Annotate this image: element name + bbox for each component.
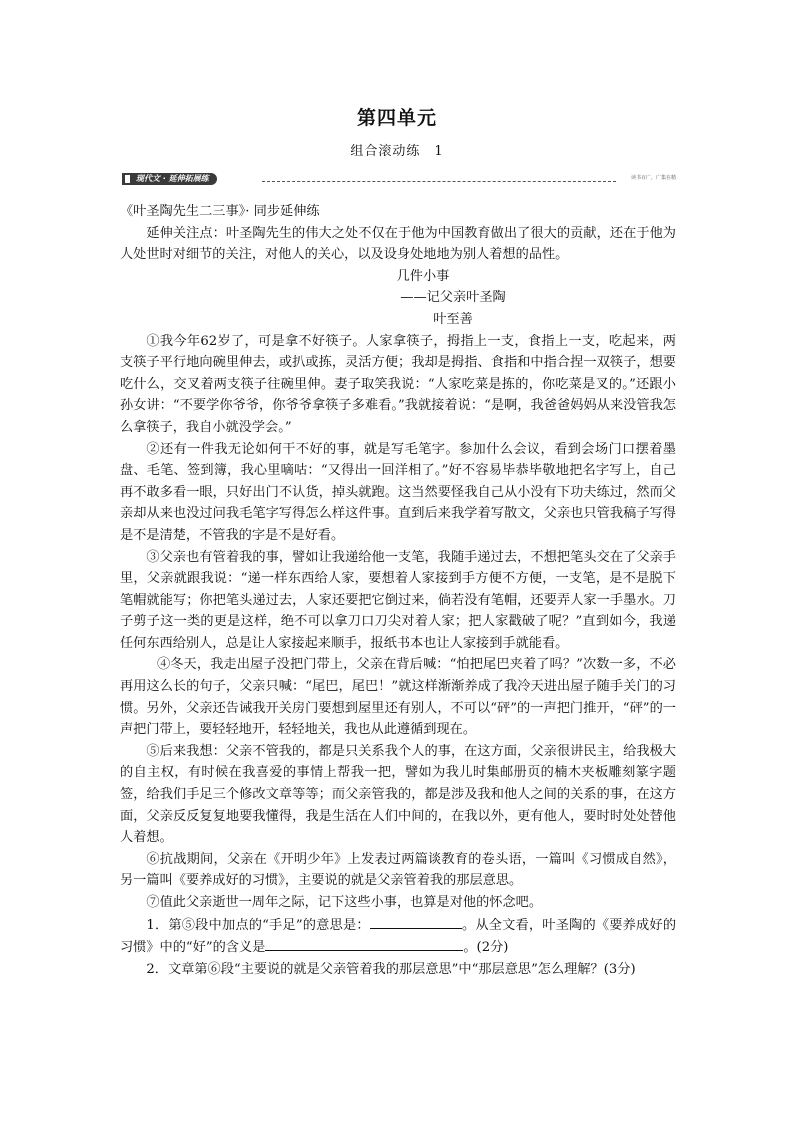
answer-blank-1[interactable]	[370, 914, 462, 929]
question-2: 2．文章第⑥段“主要说的就是父亲管着我的那层意思”中“那层意思”怎么理解？(3分)	[146, 961, 636, 977]
paragraph-6: ⑥抗战期间，父亲在《开明少年》上发表过两篇谈教育的卷头语，一篇叫《习惯成自然》，另一篇叫《要养成好的习惯》，主要说的就是父亲管着我的那层意思。	[120, 851, 676, 889]
exercise-subtitle: 组合滚动练 1	[350, 144, 444, 159]
paragraph-3: ③父亲也有管着我的事，譬如让我递给他一支笔，我随手递过去，不想把笔头交在了父亲手里，父亲就跟我说：“递一样东西给人家，要想着人家接到手方便不方便，一支笔，是不是脱下笔帽就能写；你把笔头递过去，人家还要把它倒过来，倘若没有笔帽，还要弄人家一手墨水。刀子剪子这一类的更是这样，绝不可以拿刀口刀尖对着人家；把人家戳破了呢？”直到如今，我递任何东西给别人，总是让人家接起来顺手，报纸书本也让人家接到手就能看。	[120, 549, 676, 651]
article-body	[120, 201, 676, 980]
article-author: 叶至善	[433, 311, 473, 327]
paragraph-2: ②还有一件我无论如何干不好的事，就是写毛笔字。参加什么会议，看到会场门口摆着墨盘、毛笔、签到簿，我心里嘀咕：“又得出一回洋相了。”好不容易毕恭毕敬地把名字写上，自己再不敢多看一眼，只好出门不认货，掉头就跑。这当然要怪我自己从小没有下功夫练过，然而父亲却从来也没过问我毛笔字写得怎么样这件事。直到后来我学着写散文，父亲也只管我稿子写得是不是清楚，不管我的字是不是好看。	[120, 441, 676, 543]
section-banner	[122, 172, 676, 186]
intro-heading: 《叶圣陶先生二三事》· 同步延伸练	[120, 204, 320, 219]
section-banner-label: 现代文 · 延伸拓展练	[122, 173, 217, 185]
section-banner-right-text: 读书百广，广集在精	[630, 175, 676, 181]
question-1-part-c: 。(2分)	[463, 940, 509, 956]
question-1-part-a: 1．第⑤段中加点的“手足”的意思是：	[146, 917, 370, 933]
question-1	[120, 914, 676, 959]
answer-blank-2[interactable]	[265, 936, 463, 951]
article-title: 几件小事	[396, 268, 450, 284]
section-divider	[262, 181, 616, 182]
paragraph-4: ④冬天，我走出屋子没把门带上，父亲在背后喊：“怕把尾巴夹着了吗？”次数一多，不必再用这么长的句子，父亲只喊：“尾巴，尾巴！”就这样渐渐养成了我冷天进出屋子随手关门的习惯。另外，父亲还告诫我开关房门要想到屋里还有别人，不可以“砰”的一声把门推开，“砰”的一声把门带上，要轻轻地开，轻轻地关，我也从此遵循到现在。	[120, 657, 676, 738]
paragraph-5: ⑤后来我想：父亲不管我的，都是只关系我个人的事，在这方面，父亲很讲民主，给我极大的自主权，有时候在我喜爱的事情上帮我一把，譬如为我儿时集邮册页的楠木夹板雕刻篆字题签，给我们手足三个修改文章等等；而父亲管我的，都是涉及我和他人之间的关系的事，在这方面，父亲反反复复地要我懂得，我是生活在人们中间的，在我以外，更有他人，要时时处处替他人着想。	[120, 743, 676, 846]
paragraph-1: ①我今年62岁了，可是拿不好筷子。人家拿筷子，拇指上一支，食指上一支，吃起来，两支筷子平行地向碗里伸去，或扒或拣，灵活方便；我却是拇指、食指和中指合捏一双筷子，想要吃什么，交叉着两支筷子往碗里伸。妻子取笑我说：“人家吃菜是拣的，你吃菜是叉的。”还跟小孙女讲：“不要学你爷爷，你爷爷拿筷子多难看。”我就接着说：“是啊，我爸爸妈妈从来没管我怎么拿筷子，我自小就没学会。”	[120, 333, 676, 435]
intro-text: 延伸关注点：叶圣陶先生的伟大之处不仅在于他为中国教育做出了很大的贡献，还在于他为人处世时对细节的关注，对他人的关心，以及设身处地地为别人着想的品性。	[120, 225, 676, 263]
question-1-part-b: 。从全文看，叶圣陶的《要养成好的习惯》中的“好”的含义是	[120, 917, 677, 956]
article-subtitle: ——记父亲叶圣陶	[400, 290, 506, 306]
unit-title: 第四单元	[356, 107, 437, 129]
paragraph-7: ⑦值此父亲逝世一周年之际，记下这些小事，也算是对他的怀念吧。	[146, 895, 543, 910]
